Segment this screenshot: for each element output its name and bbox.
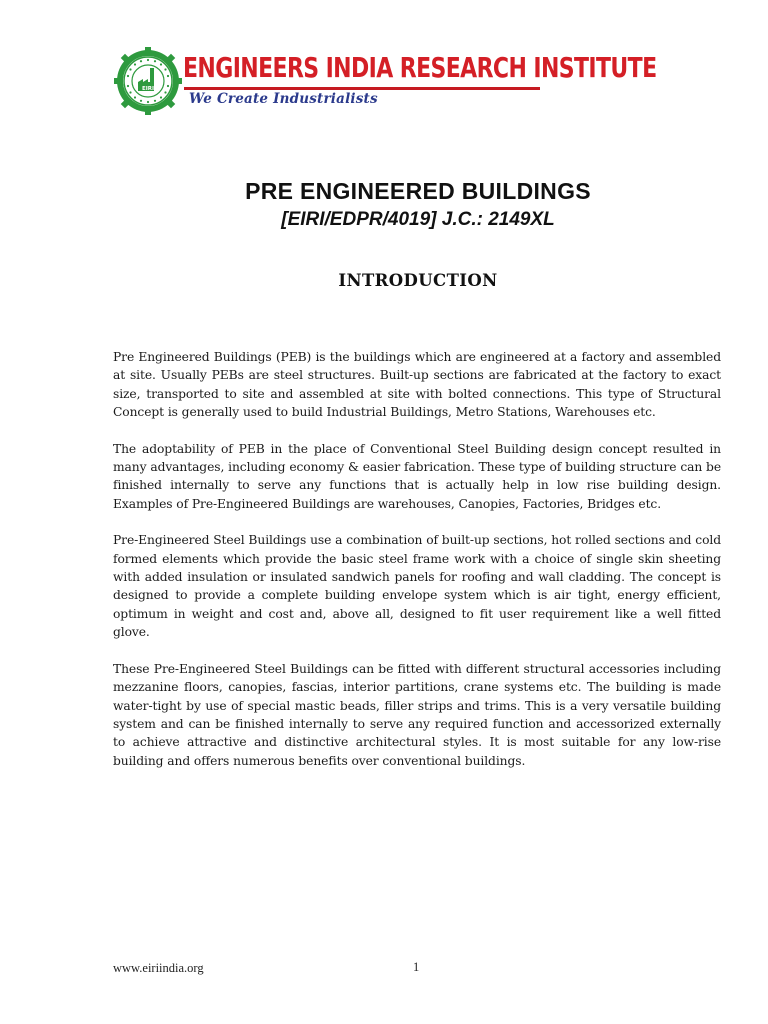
logo-underline xyxy=(184,87,540,90)
document-code: [EIRI/EDPR/4019] J.C.: 2149XL xyxy=(281,209,555,230)
organization-tagline: We Create Industrialists xyxy=(189,91,378,107)
body-text xyxy=(113,348,721,788)
page-number: 1 xyxy=(413,960,420,974)
paragraph-3: Pre-Engineered Steel Buildings use a combination of built-up sections, hot rolled sections and cold formed elements which provide the basic steel frame work with a choice of single skin sheeting with added insulation or insulated sandwich panels for roofing and wall cladding. The concept is designed to provide a complete building envelope system which is air tight, energy efficient, optimum in weight and cost and, above all, designed to fit user requirement like a well fitted glove. xyxy=(113,533,721,640)
eiri-logo xyxy=(114,47,657,119)
paragraph-4: These Pre-Engineered Steel Buildings can be fitted with different structural accessories including mezzanine floors, canopies, fascias, interior partitions, crane systems etc. The building is made water-tight by use of special mastic beads, filler strips and trims. This is a very versatile building system and can be finished internally to serve any required function and accessorized externally to achieve attractive and distinctive architectural styles. It is most suitable for any low-rise building and offers numerous benefits over conventional buildings. xyxy=(113,661,721,768)
organization-name: ENGINEERS INDIA RESEARCH INSTITUTE xyxy=(183,53,657,85)
paragraph-1: Pre Engineered Buildings (PEB) is the buildings which are engineered at a factory and assembled at site. Usually PEBs are steel structures. Built-up sections are fabricated at the factory to exact size, transported to site and assembled at site with bolted connections. This type of Structural Concept is generally used to build Industrial Buildings, Metro Stations, Warehouses etc. xyxy=(113,350,721,420)
eiri-seal-icon xyxy=(114,47,182,115)
svg-text:EIRI: EIRI xyxy=(141,86,155,92)
paragraph-2: The adoptability of PEB in the place of Conventional Steel Building design concept resulted in many advantages, including economy & easier fabrication. These type of building structure can be finished internally to serve any functions that is actually help in low rise building design. Examples of Pre-Engineered Buildings are warehouses, Canopies, Factories, Bridges etc. xyxy=(113,441,721,511)
footer-website: www.eiriindia.org xyxy=(113,961,204,975)
section-heading: INTRODUCTION xyxy=(338,271,498,290)
document-title: PRE ENGINEERED BUILDINGS xyxy=(245,178,591,204)
